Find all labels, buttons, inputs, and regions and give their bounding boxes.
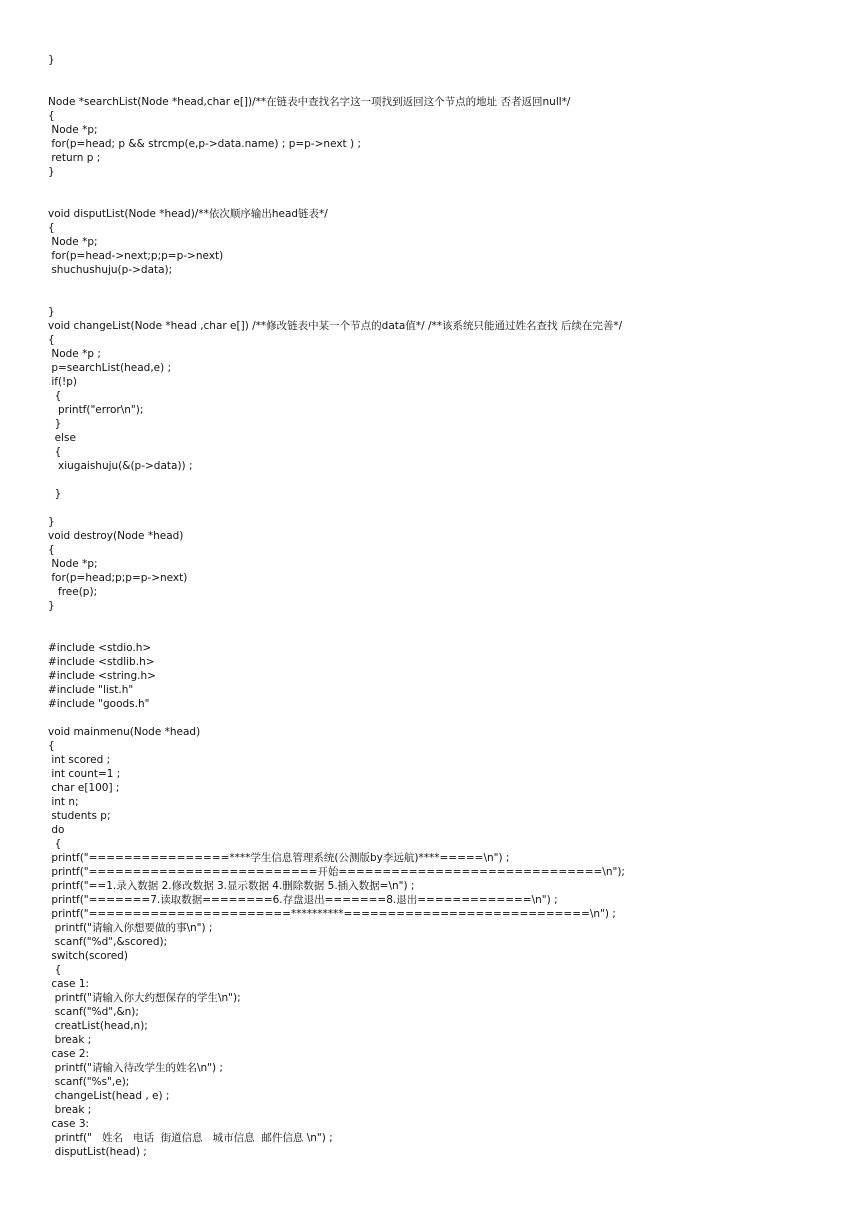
code-line bbox=[48, 277, 848, 291]
code-line: changeList(head , e) ; bbox=[48, 1090, 170, 1102]
code-line: break ; bbox=[48, 1104, 92, 1116]
code-line: } bbox=[48, 54, 55, 66]
code-line: } bbox=[48, 306, 55, 318]
code-line: printf("请输入待改学生的姓名\n") ; bbox=[48, 1062, 223, 1074]
code-line: scanf("%d",&n); bbox=[48, 1006, 139, 1018]
code-line: #include "list.h" bbox=[48, 684, 134, 696]
code-line: int count=1 ; bbox=[48, 768, 121, 780]
code-line: if(!p) bbox=[48, 376, 78, 388]
code-line: switch(scored) bbox=[48, 950, 128, 962]
code-line: for(p=head->next;p;p=p->next) bbox=[48, 250, 224, 262]
code-line: { bbox=[48, 544, 55, 556]
code-line: xiugaishuju(&(p->data)) ; bbox=[48, 460, 193, 472]
code-line: #include <stdlib.h> bbox=[48, 656, 155, 668]
code-line: else bbox=[48, 432, 76, 444]
code-line: disputList(head) ; bbox=[48, 1146, 147, 1158]
code-line: char e[100] ; bbox=[48, 782, 120, 794]
code-line: case 3: bbox=[48, 1118, 90, 1130]
code-line bbox=[48, 67, 848, 81]
code-line bbox=[48, 501, 848, 515]
code-line: printf("请输入你大约想保存的学生\n"); bbox=[48, 992, 241, 1004]
code-line: students p; bbox=[48, 810, 111, 822]
code-line: creatList(head,n); bbox=[48, 1020, 148, 1032]
code-line: { bbox=[48, 838, 62, 850]
code-line: free(p); bbox=[48, 586, 98, 598]
code-line: printf("==========================开始==============================\n"); bbox=[48, 866, 625, 878]
code-line: { bbox=[48, 110, 55, 122]
code-line: for(p=head; p && strcmp(e,p->data.name) ; p=p->next ) ; bbox=[48, 138, 361, 150]
code-line: for(p=head;p;p=p->next) bbox=[48, 572, 188, 584]
code-line: int scored ; bbox=[48, 754, 111, 766]
code-line: void mainmenu(Node *head) bbox=[48, 726, 201, 738]
code-line bbox=[48, 81, 848, 95]
code-line bbox=[48, 291, 848, 305]
code-line: } bbox=[48, 516, 55, 528]
code-line: { bbox=[48, 334, 55, 346]
code-document bbox=[48, 53, 848, 1159]
code-line: void changeList(Node *head ,char e[]) /**修改链表中某一个节点的data值*/ /**该系统只能通过姓名查找 后续在完善*/ bbox=[48, 320, 623, 332]
code-line bbox=[48, 179, 848, 193]
code-line: int n; bbox=[48, 796, 79, 808]
code-line: #include "goods.h" bbox=[48, 698, 150, 710]
code-line: { bbox=[48, 964, 62, 976]
code-line: Node *searchList(Node *head,char e[])/**在链表中查找名字这一项找到返回这个节点的地址 否者返回null*/ bbox=[48, 96, 571, 108]
code-line: void destroy(Node *head) bbox=[48, 530, 184, 542]
code-line bbox=[48, 711, 848, 725]
code-line: printf("error\n"); bbox=[48, 404, 144, 416]
code-line: printf("=======7.读取数据========6.存盘退出=======8.退出=============\n") ; bbox=[48, 894, 558, 906]
code-line: printf("=======================**********============================\n") ; bbox=[48, 908, 616, 920]
code-line: #include <string.h> bbox=[48, 670, 156, 682]
code-line: Node *p; bbox=[48, 558, 98, 570]
code-line: { bbox=[48, 446, 62, 458]
code-line bbox=[48, 627, 848, 641]
code-line: case 1: bbox=[48, 978, 90, 990]
code-line: printf("请输入你想要做的事\n") ; bbox=[48, 922, 213, 934]
code-line bbox=[48, 613, 848, 627]
code-line: Node *p; bbox=[48, 124, 98, 136]
code-line: return p ; bbox=[48, 152, 101, 164]
code-line: printf("================****学生信息管理系统(公测版by李远航)****=====\n") ; bbox=[48, 852, 510, 864]
code-line bbox=[48, 473, 848, 487]
code-line: #include <stdio.h> bbox=[48, 642, 152, 654]
code-line: scanf("%s",e); bbox=[48, 1076, 130, 1088]
code-line: { bbox=[48, 740, 55, 752]
code-line: p=searchList(head,e) ; bbox=[48, 362, 172, 374]
code-line: shuchushuju(p->data); bbox=[48, 264, 173, 276]
code-line: case 2: bbox=[48, 1048, 90, 1060]
code-line: void disputList(Node *head)/**依次顺序输出head链表*/ bbox=[48, 208, 328, 220]
code-line: Node *p; bbox=[48, 236, 98, 248]
code-line: scanf("%d",&scored); bbox=[48, 936, 168, 948]
code-line: do bbox=[48, 824, 65, 836]
code-line: } bbox=[48, 488, 62, 500]
code-line: } bbox=[48, 166, 55, 178]
code-line: { bbox=[48, 390, 62, 402]
code-line bbox=[48, 193, 848, 207]
code-line: { bbox=[48, 222, 55, 234]
code-line: } bbox=[48, 418, 62, 430]
code-line: printf("==1.录入数据 2.修改数据 3.显示数据 4.删除数据 5.插入数据=\n") ; bbox=[48, 880, 415, 892]
code-line: Node *p ; bbox=[48, 348, 101, 360]
code-line: printf(" 姓名 电话 街道信息 城市信息 邮件信息 \n") ; bbox=[48, 1132, 333, 1144]
code-line: break ; bbox=[48, 1034, 92, 1046]
code-line: } bbox=[48, 600, 55, 612]
